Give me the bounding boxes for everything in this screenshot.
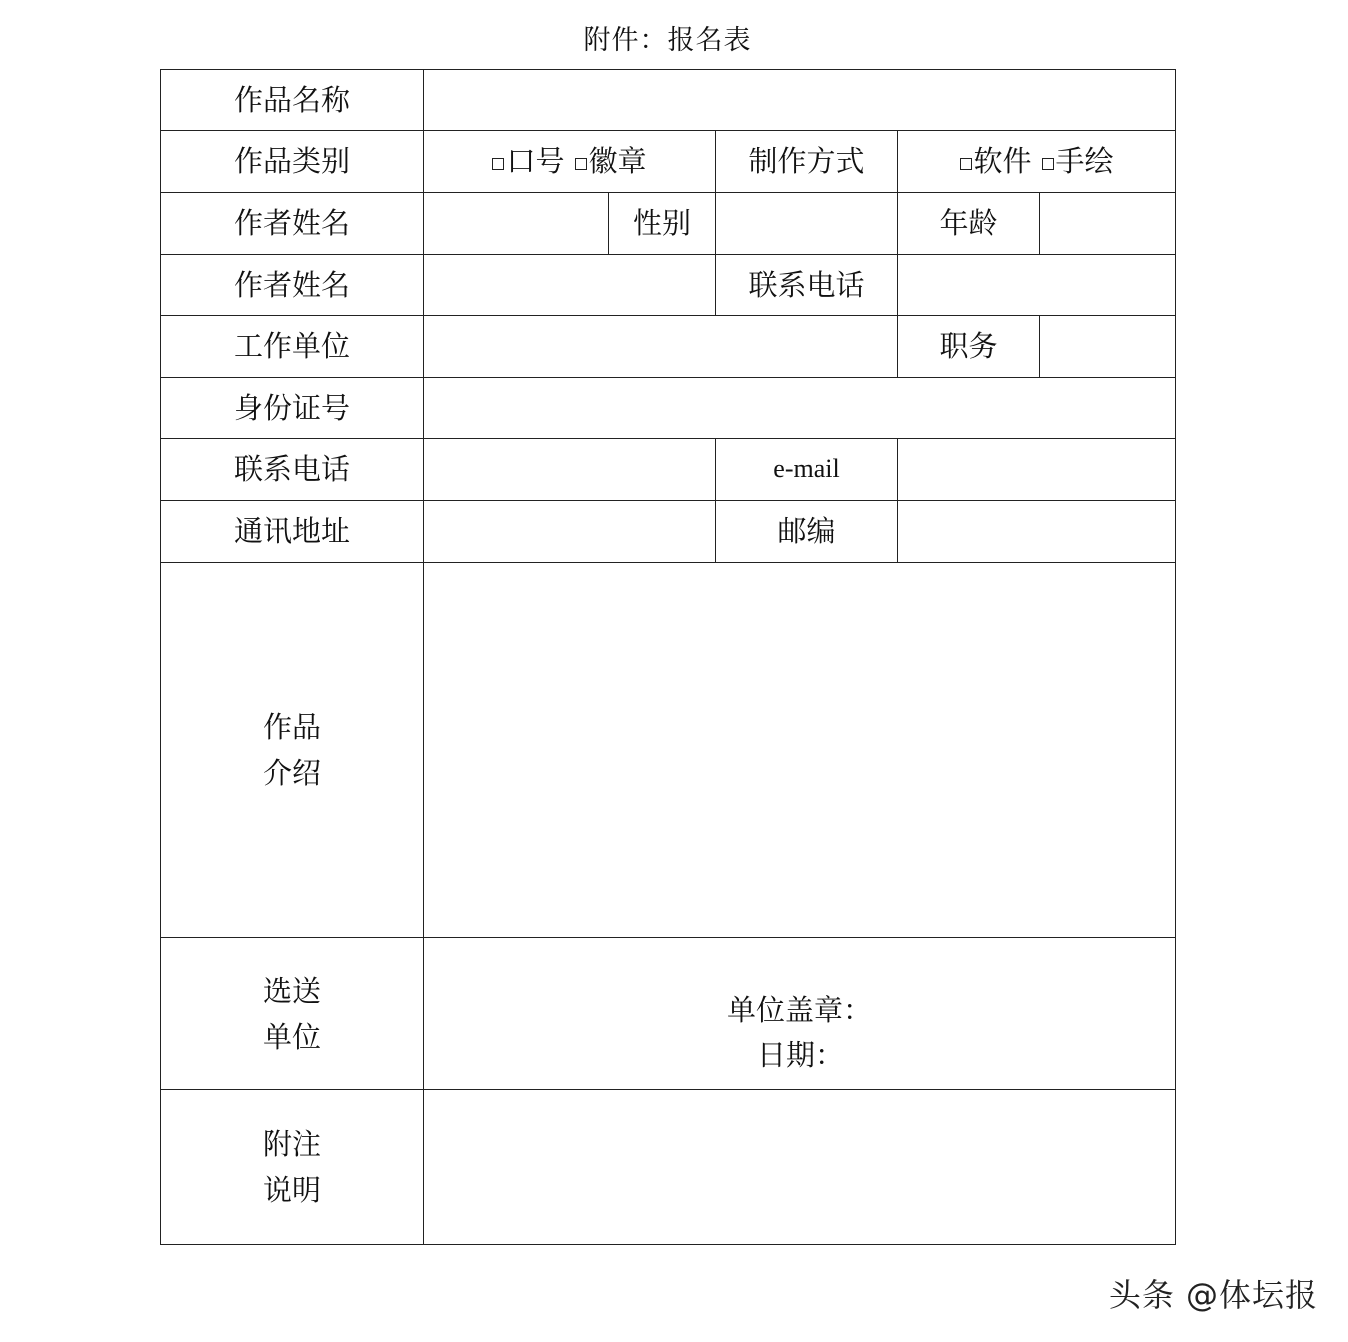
contact-phone-field[interactable] xyxy=(898,255,1176,316)
row-category xyxy=(161,131,1176,193)
notes-label-line-1: 附注 xyxy=(262,1127,321,1161)
sending-unit-label xyxy=(161,938,424,1090)
row-work-name xyxy=(161,70,1176,131)
sending-unit-label-line-1: 选送 xyxy=(262,973,321,1008)
seal-label: 单位盖章： xyxy=(727,992,873,1027)
date-label: 日期： xyxy=(757,1037,845,1072)
author-name-label-2: 作者姓名 xyxy=(161,255,424,316)
checkbox-software[interactable] xyxy=(960,158,972,170)
contact-phone-label-2: 联系电话 xyxy=(161,439,424,501)
age-label: 年龄 xyxy=(898,193,1040,255)
checkbox-slogan[interactable] xyxy=(492,158,504,170)
option-software: 软件 xyxy=(973,144,1032,179)
intro-label xyxy=(161,563,424,938)
postcode-label: 邮编 xyxy=(716,501,898,563)
intro-label-line-2: 介绍 xyxy=(262,756,321,790)
checkbox-hand-drawn[interactable] xyxy=(1042,158,1054,170)
method-label: 制作方式 xyxy=(716,131,898,193)
age-field[interactable] xyxy=(1040,193,1176,255)
notes-label xyxy=(161,1090,424,1245)
option-hand-drawn: 手绘 xyxy=(1055,144,1114,179)
intro-label-line-1: 作品 xyxy=(262,710,321,744)
work-name-field[interactable] xyxy=(424,70,1176,131)
postcode-field[interactable] xyxy=(898,501,1176,563)
notes-label-line-2: 说明 xyxy=(262,1173,321,1207)
gender-field[interactable] xyxy=(716,193,898,255)
row-work-unit xyxy=(161,316,1176,378)
author-name-label: 作者姓名 xyxy=(161,193,424,255)
row-author-gender-age xyxy=(161,193,1176,255)
checkbox-badge[interactable] xyxy=(575,158,587,170)
row-sending-unit xyxy=(161,938,1176,1090)
row-address-postcode xyxy=(161,501,1176,563)
seal-date-block xyxy=(727,988,872,1078)
id-number-field[interactable] xyxy=(424,378,1176,439)
document-title: 附件：报名表 xyxy=(583,25,752,56)
position-field[interactable] xyxy=(1040,316,1176,378)
intro-field[interactable] xyxy=(424,563,1176,938)
row-id-number xyxy=(161,378,1176,439)
method-options xyxy=(898,131,1176,193)
category-label: 作品类别 xyxy=(161,131,424,193)
address-label: 通讯地址 xyxy=(161,501,424,563)
email-label: e-mail xyxy=(716,439,898,501)
row-intro xyxy=(161,563,1176,938)
sending-unit-label-line-2: 单位 xyxy=(262,1019,321,1054)
author-name-field-2[interactable] xyxy=(424,255,716,316)
registration-form-table xyxy=(160,69,1176,1245)
notes-field[interactable] xyxy=(424,1090,1176,1245)
contact-phone-field-2[interactable] xyxy=(424,439,716,501)
work-name-label: 作品名称 xyxy=(161,70,424,131)
row-notes xyxy=(161,1090,1176,1245)
work-unit-label: 工作单位 xyxy=(161,316,424,378)
sending-unit-field[interactable] xyxy=(424,938,1176,1090)
watermark: 头条 @体坛报 xyxy=(1108,1276,1318,1314)
contact-phone-label: 联系电话 xyxy=(716,255,898,316)
option-slogan: 口号 xyxy=(506,144,565,179)
option-badge: 徽章 xyxy=(588,144,647,179)
id-number-label: 身份证号 xyxy=(161,378,424,439)
author-name-field[interactable] xyxy=(424,193,609,255)
address-field[interactable] xyxy=(424,501,716,563)
gender-label: 性别 xyxy=(609,193,716,255)
row-phone-email xyxy=(161,439,1176,501)
position-label: 职务 xyxy=(898,316,1040,378)
work-unit-field[interactable] xyxy=(424,316,898,378)
email-field[interactable] xyxy=(898,439,1176,501)
row-author-phone xyxy=(161,255,1176,316)
category-options xyxy=(424,131,716,193)
